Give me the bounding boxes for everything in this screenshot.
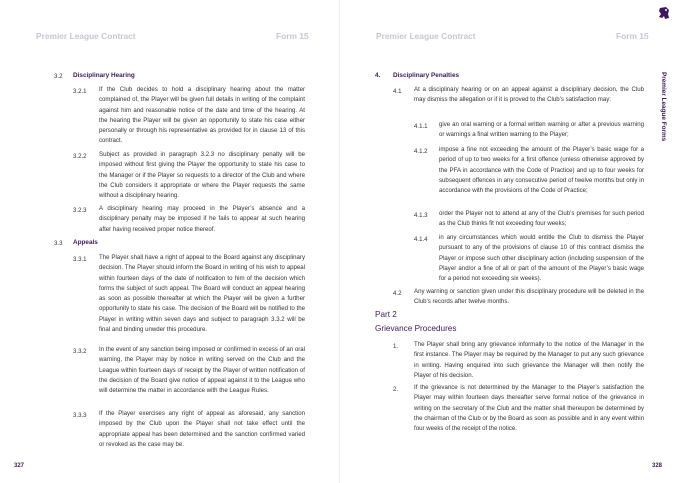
paragraph-number: 3.2.2 — [73, 153, 87, 160]
right-page-number: 328 — [652, 463, 663, 469]
paragraph-number: 3.3.1 — [73, 256, 87, 263]
left-page-number: 327 — [14, 463, 25, 469]
section-heading: Disciplinary Penalties — [393, 72, 460, 79]
paragraph-text: If the grievance is not determined by the Manager to the Player’s satisfaction the Player may within fourteen days thereafter serve formal notice of the grievance in writing on the secretary of the Club and the matter shall thereupon be determined by the chairman of the Club or by the Board as soon as possible and in any event within four weeks of the receipt of the notice. — [414, 384, 644, 433]
paragraph-number: 3.2.1 — [73, 88, 87, 95]
paragraph-text: In the event of any sanction being imposed or confirmed in excess of an oral warning, the Player may by notice in writing served on the Club and the League within fourteen days of receipt by the Player of written notification of the decision of the Board give notice of appeal against it to the League who will determine the matter in accordance with the League Rules. — [99, 346, 305, 395]
paragraph-text: If the Player exercises any right of appeal as aforesaid, any sanction imposed by the Club upon the Player shall not take effect until the appropriate appeal has been determined and the sanction confirmed varied or revoked as the case may be. — [99, 410, 305, 448]
paragraph-number: 4.1.2 — [414, 148, 428, 155]
paragraph-text: A disciplinary hearing may proceed in the Player’s absence and a disciplinary penalty may be imposed if he fails to appear at such hearing after having received proper notice thereof. — [99, 205, 305, 233]
paragraph-number: 3.2.3 — [73, 207, 87, 214]
side-tab-label: Premier League Forms — [660, 72, 667, 142]
premier-league-lion-logo-icon — [657, 6, 671, 20]
section-heading: Disciplinary Hearing — [73, 72, 135, 79]
grievance-heading: Grievance Procedures — [375, 324, 457, 333]
paragraph-number: 1. — [393, 343, 399, 350]
right-header-form: Form 15 — [616, 31, 649, 41]
paragraph-number: 4.1.4 — [414, 236, 428, 243]
left-header-title: Premier League Contract — [36, 31, 136, 41]
page-gutter-divider — [339, 0, 340, 483]
paragraph-number: 3.3.2 — [73, 348, 87, 355]
paragraph-text: At a disciplinary hearing or on an appeal against a disciplinary decision, the Club may dismiss the allegation or if it is proved to the Club’s satisfaction may: — [414, 86, 644, 104]
paragraph-text: If the Club decides to hold a disciplinary hearing about the matter complained of, the Player will be given full details in writing of the complaint against him and reasonable notice of the date and time of the hearing. At the hearing the Player will be given an opportunity to state his case either personally or through his representative as provided for in clause 13 of this contract. — [99, 86, 305, 145]
paragraph-number: 3.3.3 — [73, 412, 87, 419]
left-header-form: Form 15 — [276, 31, 309, 41]
paragraph-text: give an oral warning or a formal written warning or after a previous warning or warnings a final written warning to the Player; — [439, 121, 644, 139]
paragraph-number: 4.1.1 — [414, 123, 428, 130]
section-number: 3.2 — [54, 73, 63, 80]
section-heading: Appeals — [73, 239, 98, 246]
paragraph-text: The Player shall have a right of appeal to the Board against any disciplinary decision. The Player should inform the Board in writing of his wish to appeal within fourteen days of the date of notification to him of the decision which forms the subject of such appeal. The Board will conduct an appeal hearing as soon as possible thereafter at which the Player will be given a further opportunity to state his case. The decision of the Board will be notified to the Player in writing within seven days and subject to paragraph 3.3.2 will be final and binding unwder this procedure. — [99, 254, 305, 334]
paragraph-text: impose a fine not exceeding the amount of the Player’s basic wage for a period of up to two weeks for a first offence (unless otherwise approved by the PFA in accordance with the Code of Practice) and up to four weeks for subsequent offences in any consecutive period of twelve months but only in accordance with the provisions of the Code of Practice; — [439, 146, 644, 195]
section-number: 4. — [375, 72, 381, 79]
paragraph-text: order the Player not to attend at any of the Club’s premises for such period as the Club thinks fit not exceeding four weeks; — [439, 210, 644, 228]
right-header-title: Premier League Contract — [376, 31, 476, 41]
paragraph-number: 4.1 — [393, 88, 402, 95]
paragraph-number: 2. — [393, 386, 399, 393]
paragraph-number: 4.1.3 — [414, 212, 428, 219]
side-tab — [657, 72, 669, 182]
right-page-header — [340, 0, 680, 52]
paragraph-text: Any warning or sanction given under this disciplinary procedure will be deleted in the Club’s records after twelve months. — [414, 288, 644, 306]
part-heading: Part 2 — [375, 310, 397, 319]
paragraph-text: in any circumstances which would entitle the Club to dismiss the Player pursuant to any of the provisions of clause 10 of this contract dismiss the Player or impose such other disciplinary action (including suspension of the Player and/or a fine of all or part of the amount of the Player’s basic wage for a period not exceeding six weeks). — [439, 234, 644, 283]
section-number: 3.3 — [54, 240, 63, 247]
left-page-header — [0, 0, 340, 52]
paragraph-text: Subject as provided in paragraph 3.2.3 no disciplinary penalty will be imposed without first giving the Player the opportunity to state his case to the Manager or if the Player so requests to a director of the Club and where the Club considers it appropriate or where the Player requests the same without a disciplinary hearing. — [99, 151, 305, 200]
paragraph-number: 4.2 — [393, 290, 402, 297]
paragraph-text: The Player shall bring any grievance informally to the notice of the Manager in the first instance. The Player may be required by the Manager to put any such grievance in writing. Having enquired into such grievance the Manager will then notify the Player of his decision. — [414, 341, 644, 379]
